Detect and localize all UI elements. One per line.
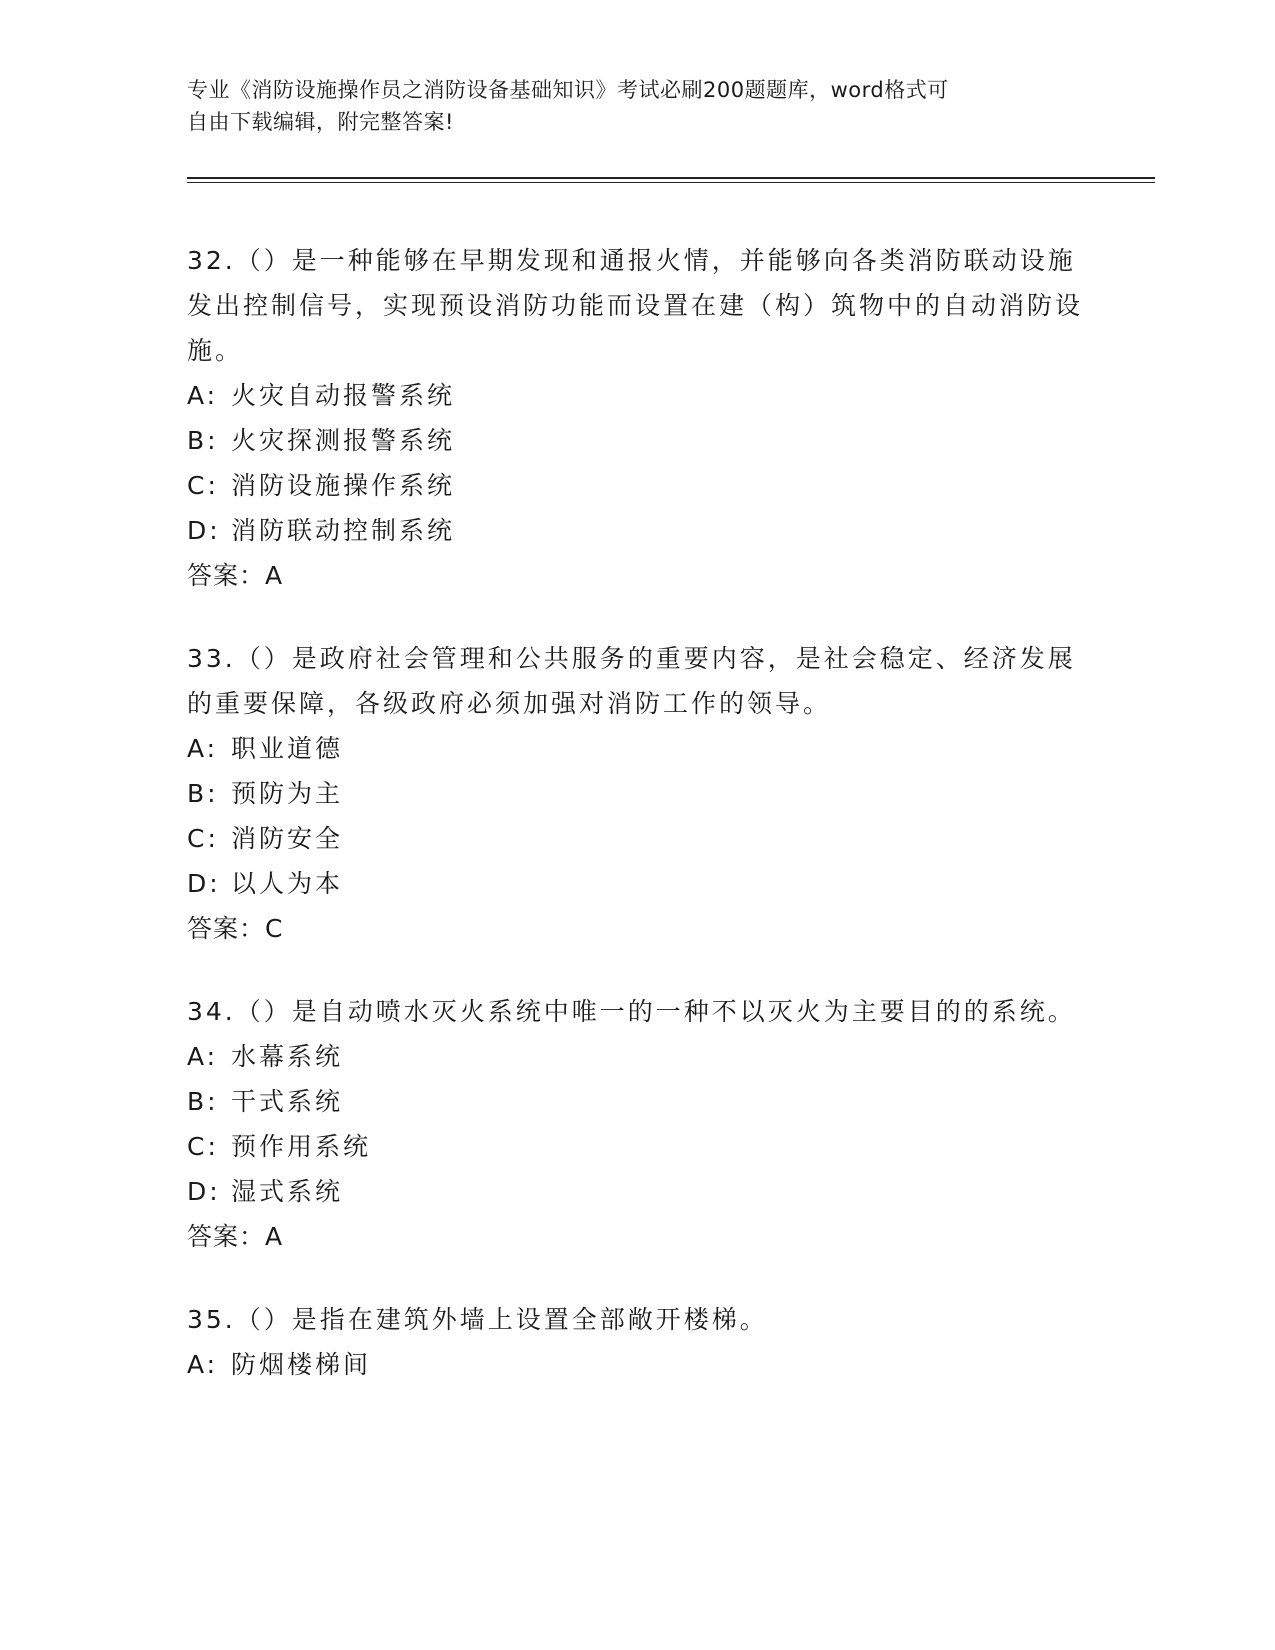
answer-line: 答案：A [187, 561, 284, 590]
option-text: 消防联动控制系统 [231, 516, 456, 545]
option-letter: C: [187, 471, 219, 500]
option-d [187, 861, 1087, 906]
answer-line: 答案：A [187, 1222, 284, 1251]
option-c [187, 1124, 1087, 1169]
option-text: 火灾自动报警系统 [231, 381, 456, 410]
header-line-2: 自由下载编辑，附完整答案! [187, 110, 454, 134]
question-stem: 34.（）是自动喷水灭火系统中唯一的一种不以灭火为主要目的的系统。 [187, 997, 1076, 1026]
option-text: 水幕系统 [231, 1042, 344, 1071]
question-stem: 33.（）是政府社会管理和公共服务的重要内容，是社会稳定、经济发展的重要保障，各级政府必须加强对消防工作的领导。 [187, 644, 1076, 718]
option-text: 火灾探测报警系统 [231, 426, 456, 455]
document-header [187, 74, 1087, 138]
option-letter: D: [187, 516, 221, 545]
option-text: 干式系统 [231, 1087, 344, 1116]
option-letter: B: [187, 1087, 219, 1116]
option-text: 消防安全 [231, 824, 344, 853]
header-line-1: 专业《消防设施操作员之消防设备基础知识》考试必刷200题题库，word格式可 [187, 78, 949, 102]
question-list [187, 238, 1087, 1425]
option-d [187, 508, 1087, 553]
question-stem: 32.（）是一种能够在早期发现和通报火情，并能够向各类消防联动设施发出控制信号，实现预设消防功能而设置在建（构）筑物中的自动消防设施。 [187, 246, 1084, 365]
option-a [187, 1342, 1087, 1387]
option-letter: C: [187, 824, 219, 853]
option-letter: D: [187, 1177, 221, 1206]
option-c [187, 463, 1087, 508]
option-b [187, 1079, 1087, 1124]
option-letter: B: [187, 426, 219, 455]
option-b [187, 771, 1087, 816]
option-letter: A: [187, 734, 219, 763]
option-d [187, 1169, 1087, 1214]
question-35 [187, 1297, 1087, 1387]
option-a [187, 726, 1087, 771]
option-c [187, 816, 1087, 861]
header-divider-thin [187, 182, 1155, 183]
question-32 [187, 238, 1087, 598]
question-33 [187, 636, 1087, 951]
option-b [187, 418, 1087, 463]
option-text: 预防为主 [231, 779, 344, 808]
option-letter: A: [187, 1350, 219, 1379]
option-letter: C: [187, 1132, 219, 1161]
option-a [187, 1034, 1087, 1079]
option-text: 职业道德 [231, 734, 344, 763]
option-text: 消防设施操作系统 [231, 471, 456, 500]
option-letter: B: [187, 779, 219, 808]
header-divider-thick [187, 177, 1155, 179]
option-letter: A: [187, 381, 219, 410]
option-text: 预作用系统 [231, 1132, 372, 1161]
question-34 [187, 989, 1087, 1259]
option-a [187, 373, 1087, 418]
answer-line: 答案：C [187, 914, 284, 943]
option-text: 湿式系统 [231, 1177, 344, 1206]
option-text: 防烟楼梯间 [231, 1350, 372, 1379]
option-letter: D: [187, 869, 221, 898]
question-stem: 35.（）是指在建筑外墙上设置全部敞开楼梯。 [187, 1305, 768, 1334]
option-letter: A: [187, 1042, 219, 1071]
option-text: 以人为本 [231, 869, 344, 898]
